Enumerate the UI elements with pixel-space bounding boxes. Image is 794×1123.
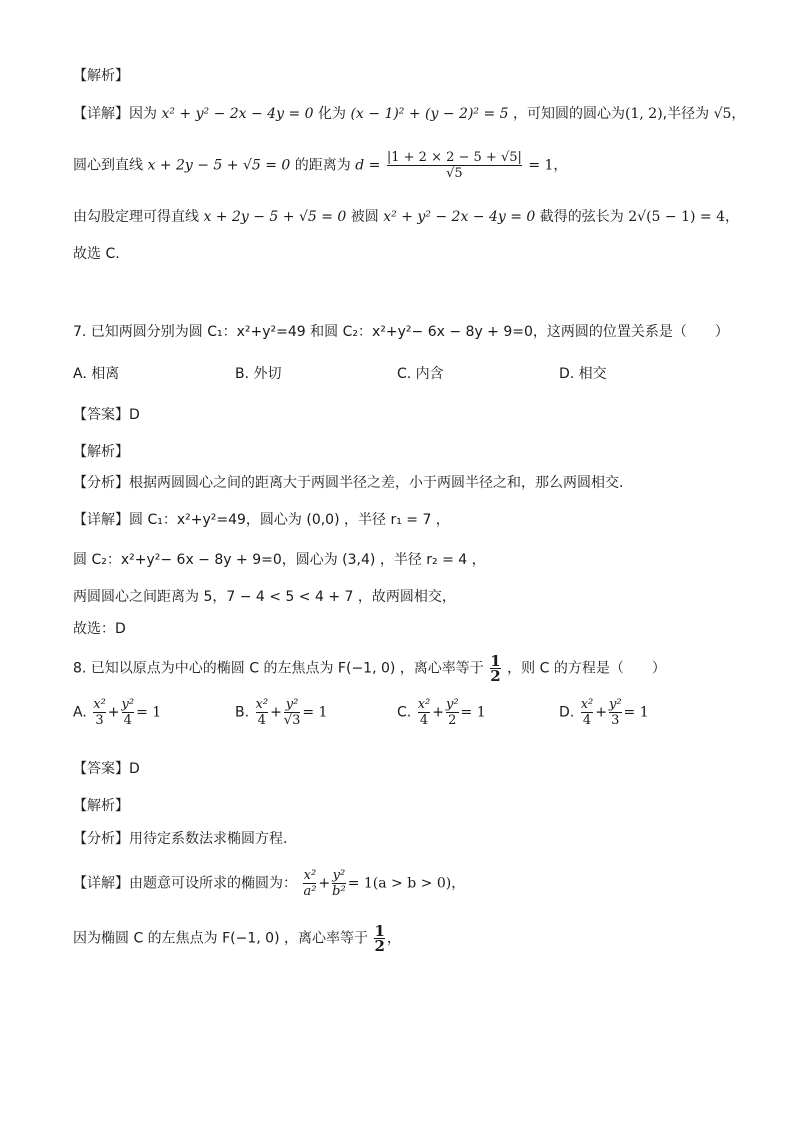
- q7-analysis-heading: 【解析】: [73, 444, 129, 460]
- q8-fenxi: 【分析】用待定系数法求椭圆方程.: [73, 831, 288, 847]
- distance-numerator: |1 + 2 × 2 − 5 + √5|: [386, 150, 522, 165]
- circle-equation: x² + y² − 2x − 4y = 0: [161, 106, 314, 122]
- q8-option-b: B. $\frac{\text{x²}}{4}$ + $\frac{\text{y²}}{√3}$ = 1: [235, 697, 328, 728]
- q7-option-a: A. 相离: [73, 366, 120, 382]
- eccentricity-half-2: $\frac{1}{2}$: [374, 922, 385, 955]
- circle-center: (1, 2): [625, 106, 663, 122]
- ellipse-x-term: $\frac{\text{x²}}{\text{a²}}$: [303, 868, 317, 899]
- distance-fraction: [387, 150, 522, 181]
- detail-line-3: 由勾股定理可得直线 x + 2y − 5 + √5 = 0 被圆 x² + y² − 2x − 4y = 0 截得的弦长为 2√(5 − 1) = 4，: [73, 209, 739, 225]
- q8-option-a: A. $\frac{\text{x²}}{3}$ + $\frac{\text{y²}}{4}$ = 1: [73, 697, 162, 728]
- q7-detail-2: 圆 C₂：x²+y²− 6x − 8y + 9=0，圆心为 (3,4) ，半径 r₂ = 4 ，: [73, 552, 486, 568]
- q7-option-b: B. 外切: [235, 366, 282, 382]
- standard-form-equation: (x − 1)² + (y − 2)² = 5: [350, 106, 509, 122]
- analysis-heading: 【解析】: [73, 68, 129, 84]
- q8-answer: 【答案】D: [73, 761, 140, 777]
- q8-option-c: C. $\frac{\text{x²}}{4}$ + $\frac{\text{y²}}{2}$ = 1: [397, 697, 486, 728]
- q8-analysis-heading: 【解析】: [73, 798, 129, 814]
- q7-detail-1: 【详解】圆 C₁：x²+y²=49，圆心为 (0,0) ，半径 r₁ = 7 ，: [73, 512, 450, 528]
- eccentricity-half: $\frac{1}{2}$: [490, 652, 501, 685]
- circle-radius: √5: [713, 106, 732, 122]
- q7-detail-3: 两圆圆心之间距离为 5，7 − 4 < 5 < 4 + 7 ，故两圆相交，: [73, 589, 456, 605]
- question-8-stem: 8. 已知以原点为中心的椭圆 C 的左焦点为 F(−1, 0) ，离心率等于 $\frac{1}{2}$ ，则 C 的方程是（ ）: [73, 652, 666, 685]
- q7-answer: 【答案】D: [73, 407, 140, 423]
- conclusion-line: 故选 C.: [73, 246, 120, 262]
- question-7-stem: 7. 已知两圆分别为圆 C₁：x²+y²=49 和圆 C₂：x²+y²− 6x − 8y + 9=0，这两圆的位置关系是（ ）: [73, 324, 729, 340]
- detail-line-1: 【详解】因为 x² + y² − 2x − 4y = 0 化为 (x − 1)² + (y − 2)² = 5 ，可知圆的圆心为(1, 2),半径为 √5，: [73, 106, 746, 122]
- q7-detail-4: 故选：D: [73, 621, 126, 637]
- ellipse-y-term: $\frac{\text{y²}}{\text{b²}}$: [332, 868, 346, 899]
- distance-denominator: √5: [387, 165, 522, 181]
- q8-option-d: D. $\frac{\text{x²}}{4}$ + $\frac{\text{y²}}{3}$ = 1: [559, 697, 649, 728]
- line-equation: x + 2y − 5 + √5 = 0: [147, 157, 291, 174]
- q7-option-c: C. 内含: [397, 366, 444, 382]
- q7-option-d: D. 相交: [559, 366, 607, 382]
- chord-length: 2√(5 − 1) = 4: [628, 209, 725, 225]
- q8-detail-1: 【详解】由题意可设所求的椭圆为： $\frac{\text{x²}}{\text{a²}}$ + $\frac{\text{y²}}{\text{b²}}$ = 1(a > b > 0)，: [73, 868, 466, 899]
- q7-fenxi: 【分析】根据两圆圆心之间的距离大于两圆半径之差，小于两圆半径之和，那么两圆相交.: [73, 475, 624, 491]
- detail-line-2: 圆心到直线 x + 2y − 5 + √5 = 0 的距离为 d = $\frac{|1 + 2 \times 2 - 5 + √5|}{√5}$ = 1，: [73, 150, 568, 181]
- q8-detail-2: 因为椭圆 C 的左焦点为 F(−1, 0) ，离心率等于 $\frac{1}{2}$ ，: [73, 922, 401, 955]
